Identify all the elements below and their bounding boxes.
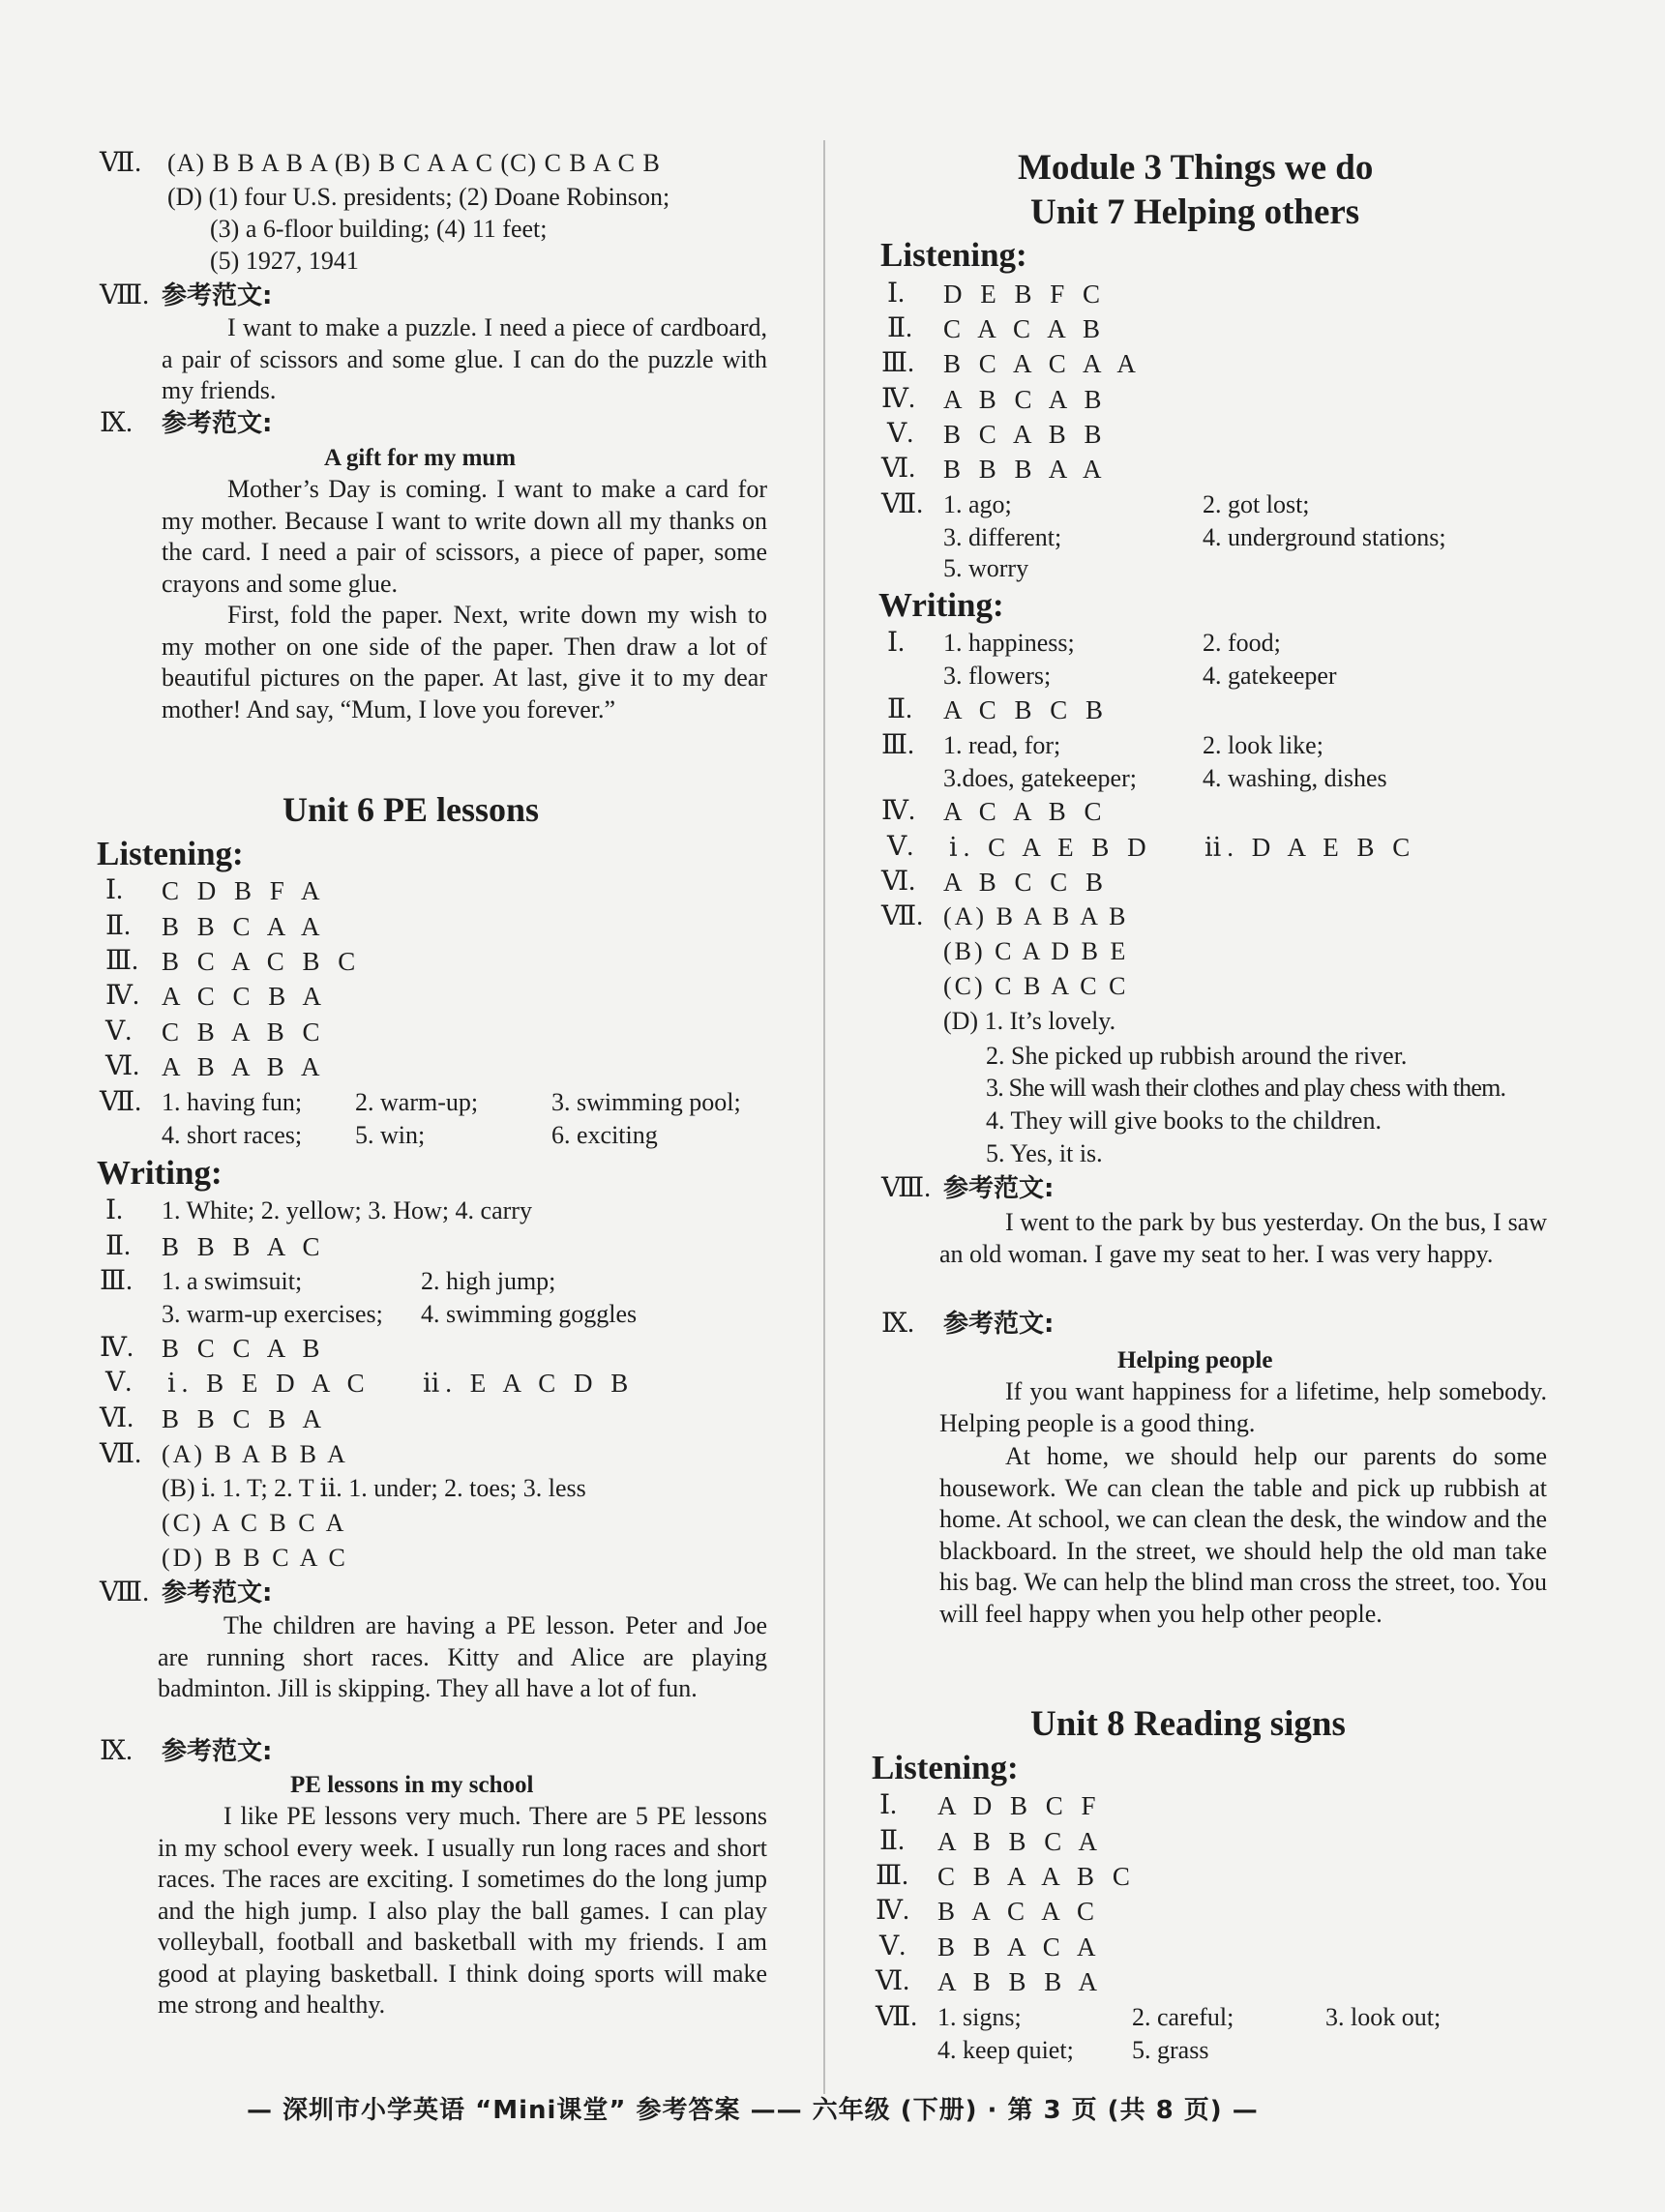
section-number: Ⅸ. (100, 408, 134, 438)
answer-line: ⅰ. C A E B D (949, 833, 1152, 862)
answer-line: 2. got lost; (1203, 490, 1310, 518)
item-number: Ⅵ. (881, 867, 916, 897)
item-number: Ⅲ. (876, 1861, 909, 1891)
item-number: Ⅴ. (105, 1017, 133, 1047)
item-number: Ⅴ. (887, 419, 914, 449)
answer-line: A D B C F (937, 1791, 1102, 1820)
essay-title: Helping people (1117, 1347, 1273, 1373)
answer-line: B B B A A (943, 455, 1108, 484)
answer-line: ⅱ. E A C D B (423, 1369, 635, 1398)
item-number: Ⅴ. (879, 1932, 907, 1961)
item-number: Ⅱ. (105, 911, 132, 941)
answer-line: C B A B C (162, 1018, 326, 1047)
sample-essay: At home, we should help our parents do some housework. We can clean the table and pick up rubbish at home. At school, we can clean the desk, the window and the blackboard. In the street, we should help the old man take his bag. We can help the blind man cross the street, too. You will feel happy when you help other people. (939, 1442, 1547, 1628)
item-number: Ⅵ. (105, 1051, 140, 1081)
section-number: Ⅷ. (881, 1173, 932, 1203)
item-number: Ⅰ. (887, 279, 906, 309)
module-title: Module 3 Things we do (1018, 148, 1374, 188)
sample-essay: First, fold the paper. Next, write down my wish to my mother on one side of the paper. Then draw a lot of beautiful pictures on the paper. At last, give it to my dear mother! And say, “Mum, I love you forever.” (162, 601, 767, 723)
essay-title: A gift for my mum (324, 445, 517, 471)
answer-line: 4. short races; (162, 1121, 303, 1149)
item-number: Ⅱ. (887, 313, 913, 343)
answer-line: A B B B A (937, 1967, 1104, 1996)
answer-line: (B) ⅰ. 1. T; 2. T ⅱ. 1. under; 2. toes; 3. less (162, 1474, 586, 1502)
answer-line: ⅱ. D A E B C (1204, 833, 1416, 862)
writing-heading: Writing: (97, 1154, 223, 1192)
sample-essay: I want to make a puzzle. I need a piece of cardboard, a pair of scissors and some glue. I can do the puzzle with my friends. (162, 313, 767, 404)
answer-line: 3.does, gatekeeper; (943, 764, 1137, 792)
section-number: Ⅶ. (100, 148, 142, 178)
item-number: Ⅵ. (876, 1966, 910, 1996)
item-number: Ⅳ. (105, 981, 139, 1011)
item-number: Ⅴ. (105, 1368, 133, 1398)
answer-line: C D B F A (162, 876, 326, 905)
answer-line: (B) C A D B E (943, 937, 1129, 965)
answer-line: 3. warm-up exercises; (162, 1300, 383, 1328)
answer-line: 2. food; (1203, 629, 1281, 657)
unit-title: Unit 6 PE lessons (282, 790, 540, 829)
answer-line: C B A A B C (937, 1862, 1136, 1891)
answer-line: B C A C A A (943, 349, 1142, 378)
answer-line: A B C C B (943, 868, 1110, 897)
sample-essay: Mother’s Day is coming. I want to make a card for my mother. Because I want to write down all my thanks on the card. I need a pair of scissors, a piece of paper, some crayons and some glue. (162, 475, 767, 598)
answer-line: A B A B A (162, 1052, 326, 1081)
item-number: Ⅳ. (100, 1333, 134, 1363)
item-number: Ⅱ. (887, 694, 913, 724)
answer-line: 3. different; (943, 523, 1062, 551)
answer-line: 4. washing, dishes (1203, 764, 1387, 792)
unit-title: Unit 7 Helping others (1030, 192, 1360, 232)
section-number: Ⅸ. (881, 1309, 915, 1339)
page-footer: — 深圳市小学英语 “Mini课堂” 参考答案 —— 六年级 (下册) · 第 3 页 (共 8 页) — (247, 2096, 1259, 2125)
reference-label: 参考范文: (162, 409, 273, 438)
answer-line: 4. They will give books to the children. (986, 1106, 1382, 1135)
answer-line: 2. careful; (1132, 2003, 1234, 2031)
unit-title: Unit 8 Reading signs (1030, 1704, 1346, 1744)
listening-heading: Listening: (872, 1749, 1019, 1786)
answer-line: B B A C A (937, 1932, 1102, 1961)
answer-line: (A) B A B B A (162, 1440, 348, 1468)
sample-essay: If you want happiness for a lifetime, help somebody. Helping people is a good thing. (939, 1377, 1547, 1437)
answer-line: 4. underground stations; (1203, 523, 1446, 551)
item-number: Ⅳ. (881, 384, 915, 414)
answer-line: 1. White; 2. yellow; 3. How; 4. carry (162, 1196, 532, 1224)
sample-essay: I like PE lessons very much. There are 5 PE lessons in my school every week. I usually run long races and short races. The races are exciting. I sometimes do the long jump and the high jump. I also play the ball games. I can play volleyball, football and basketball with my friends. I am good at playing basketball. I think doing sports will make me strong and healthy. (158, 1802, 767, 2019)
reference-label: 参考范文: (943, 1174, 1055, 1203)
answer-line: (D) B B C A C (162, 1544, 348, 1572)
item-number: Ⅵ. (881, 454, 916, 484)
answer-line: B B C B A (162, 1404, 328, 1433)
answer-line: 3. look out; (1325, 2003, 1442, 2031)
writing-heading: Writing: (878, 586, 1004, 624)
item-number: Ⅶ. (100, 1087, 142, 1117)
answer-line: (3) a 6-floor building; (4) 11 feet; (210, 215, 548, 243)
answer-line: 4. gatekeeper (1203, 662, 1337, 690)
answer-line: 4. swimming goggles (421, 1300, 638, 1328)
answer-line: 2. look like; (1203, 731, 1323, 759)
answer-line: (A) B B A B A (B) B C A A C (C) C B A C B (167, 149, 661, 177)
answer-line: A C B C B (943, 695, 1110, 724)
answer-line: 1. ago; (943, 490, 1012, 518)
section-number: Ⅷ. (100, 1578, 150, 1607)
item-number: Ⅳ. (876, 1896, 909, 1926)
answer-line: B C A C B C (162, 947, 362, 976)
item-number: Ⅶ. (881, 901, 924, 931)
sample-essay: The children are having a PE lesson. Peter and Joe are running short races. Kitty and Alice are playing badminton. Jill is skipping. They all have a lot of fun. (158, 1611, 767, 1702)
answer-line: 4. keep quiet; (937, 2036, 1074, 2064)
answer-line: A C C B A (162, 982, 328, 1011)
answer-line: (5) 1927, 1941 (210, 247, 359, 275)
item-number: Ⅵ. (100, 1403, 134, 1433)
answer-line: B A C A C (937, 1897, 1101, 1926)
section-number: Ⅸ. (100, 1736, 134, 1766)
item-number: Ⅱ. (105, 1231, 132, 1261)
item-number: Ⅰ. (887, 628, 906, 658)
listening-heading: Listening: (880, 236, 1027, 274)
answer-line: B C C A B (162, 1334, 326, 1363)
item-number: Ⅴ. (887, 832, 914, 862)
answer-line: 2. high jump; (421, 1267, 556, 1295)
item-number: Ⅲ. (105, 946, 139, 976)
item-number: Ⅳ. (881, 796, 915, 826)
answer-line: 3. She will wash their clothes and play chess with them. (986, 1074, 1506, 1102)
answer-line: 5. grass (1132, 2036, 1209, 2064)
item-number: Ⅲ. (100, 1266, 134, 1296)
answer-line: 1. signs; (937, 2003, 1022, 2031)
answer-line: (C) C B A C C (943, 972, 1129, 1000)
item-number: Ⅶ. (876, 2002, 918, 2032)
item-number: Ⅰ. (879, 1790, 898, 1820)
answer-line: ⅰ. B E D A C (167, 1369, 371, 1398)
essay-title: PE lessons in my school (290, 1772, 534, 1798)
answer-line: D E B F C (943, 280, 1107, 309)
item-number: Ⅲ. (881, 730, 915, 760)
section-number: Ⅷ. (100, 280, 150, 310)
reference-label: 参考范文: (162, 1578, 273, 1607)
answer-line: A C A B C (943, 797, 1108, 826)
answer-line: (A) B A B A B (943, 902, 1129, 930)
answer-line: 1. having fun; (162, 1088, 303, 1116)
reference-label: 参考范文: (943, 1310, 1055, 1339)
listening-heading: Listening: (97, 835, 244, 872)
answer-line: (D) 1. It’s lovely. (943, 1007, 1116, 1035)
answer-line: 2. She picked up rubbish around the river. (986, 1042, 1408, 1070)
answer-line: 6. exciting (551, 1121, 658, 1149)
answer-line: 1. a swimsuit; (162, 1267, 303, 1295)
column-divider (823, 140, 825, 2094)
item-number: Ⅶ. (881, 489, 924, 519)
answer-line: 5. worry (943, 554, 1029, 582)
reference-label: 参考范文: (162, 1737, 273, 1766)
answer-line: 1. happiness; (943, 629, 1075, 657)
answer-line: C A C A B (943, 314, 1107, 343)
answer-line: (C) A C B C A (162, 1509, 347, 1537)
answer-line: 2. warm-up; (355, 1088, 479, 1116)
answer-line: 5. win; (355, 1121, 426, 1149)
item-number: Ⅰ. (105, 1195, 124, 1225)
answer-line: B B C A A (162, 912, 326, 941)
item-number: Ⅱ. (879, 1826, 906, 1856)
answer-line: 3. flowers; (943, 662, 1052, 690)
item-number: Ⅰ. (105, 875, 124, 905)
item-number: Ⅶ. (100, 1439, 142, 1469)
answer-line: 1. read, for; (943, 731, 1061, 759)
answer-line: B B B A C (162, 1232, 326, 1261)
answer-line: A B B C A (937, 1827, 1104, 1856)
item-number: Ⅲ. (881, 348, 915, 378)
answer-line: A B C A B (943, 385, 1108, 414)
sample-essay: I went to the park by bus yesterday. On the bus, I saw an old woman. I gave my seat to her. I was very happy. (939, 1208, 1547, 1268)
answer-line: 5. Yes, it is. (986, 1139, 1103, 1167)
answer-line: (D) (1) four U.S. presidents; (2) Doane Robinson; (167, 183, 670, 211)
answer-line: B C A B B (943, 420, 1108, 449)
answer-line: 3. swimming pool; (551, 1088, 741, 1116)
reference-label: 参考范文: (162, 281, 273, 310)
